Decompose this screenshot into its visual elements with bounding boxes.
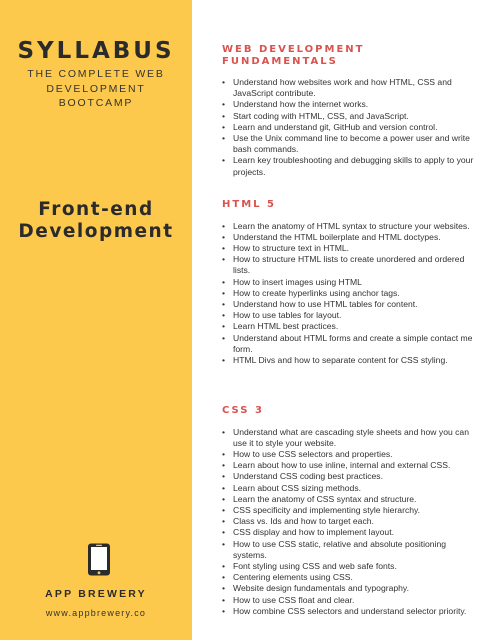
topic-list	[222, 221, 477, 367]
list-item: • Learn about how to use inline, internal and external CSS.	[222, 460, 477, 471]
list-item: • Understand the HTML boilerplate and HTML doctypes.	[222, 232, 477, 243]
list-item: • Font styling using CSS and web safe fonts.	[222, 561, 477, 572]
section-title: Front-end Development	[18, 199, 174, 242]
list-item: • How to structure HTML lists to create unordered and ordered lists.	[222, 254, 477, 276]
list-item: • Start coding with HTML, CSS, and JavaScript.	[222, 111, 477, 122]
list-item: • Class vs. Ids and how to target each.	[222, 516, 477, 527]
list-item: • Learn the anatomy of HTML syntax to structure your websites.	[222, 221, 477, 232]
list-item: • How to insert images using HTML	[222, 277, 477, 288]
list-item: • Understand CSS coding best practices.	[222, 471, 477, 482]
list-item: • How to create hyperlinks using anchor tags.	[222, 288, 477, 299]
topic-list	[222, 427, 477, 617]
list-item: • Understand how to use HTML tables for content.	[222, 299, 477, 310]
sidebar	[0, 0, 192, 640]
list-item: • Website design fundamentals and typography.	[222, 583, 477, 594]
list-item: • Understand how the internet works.	[222, 99, 477, 110]
list-item: • Learn HTML best practices.	[222, 321, 477, 332]
section-html5	[222, 199, 477, 366]
list-item: • How to use CSS float and clear.	[222, 595, 477, 606]
smartphone-icon	[86, 542, 112, 577]
section-heading: HTML 5	[222, 199, 276, 210]
list-item: • Use the Unix command line to become a power user and write bash commands.	[222, 133, 477, 155]
topic-list	[222, 77, 477, 178]
section-css3	[222, 405, 477, 617]
page-title: SYLLABUS	[17, 38, 175, 64]
list-item: • Learn key troubleshooting and debugging skills to apply to your projects.	[222, 155, 477, 177]
list-item: • How to use tables for layout.	[222, 310, 477, 321]
list-item: • Understand how websites work and how HTML, CSS and JavaScript contribute.	[222, 77, 477, 99]
website-url: www.appbrewery.co	[45, 608, 147, 618]
list-item: • How combine CSS selectors and understand selector priority.	[222, 606, 477, 617]
section-web-fundamentals	[222, 44, 477, 178]
list-item: • Learn about CSS sizing methods.	[222, 483, 477, 494]
list-item: • Learn and understand git, GitHub and version control.	[222, 122, 477, 133]
section-heading: WEB DEVELOPMENT FUNDAMENTALS	[222, 44, 365, 67]
list-item: • Understand what are cascading style sheets and how you can use it to style your website.	[222, 427, 477, 449]
list-item: • Learn the anatomy of CSS syntax and structure.	[222, 494, 477, 505]
list-item: • Understand about HTML forms and create a simple contact me form.	[222, 333, 477, 355]
list-item: • HTML Divs and how to separate content for CSS styling.	[222, 355, 477, 366]
list-item: • CSS specificity and implementing style hierarchy.	[222, 505, 477, 516]
list-item: • Centering elements using CSS.	[222, 572, 477, 583]
list-item: • CSS display and how to implement layout.	[222, 527, 477, 538]
list-item: • How to use CSS selectors and properties.	[222, 449, 477, 460]
section-heading: CSS 3	[222, 405, 264, 416]
brand-name: APP BREWERY	[45, 588, 147, 600]
list-item: • How to structure text in HTML.	[222, 243, 477, 254]
course-subtitle: THE COMPLETE WEB DEVELOPMENT BOOTCAMP	[27, 68, 165, 109]
list-item: • How to use CSS static, relative and absolute positioning systems.	[222, 539, 477, 561]
